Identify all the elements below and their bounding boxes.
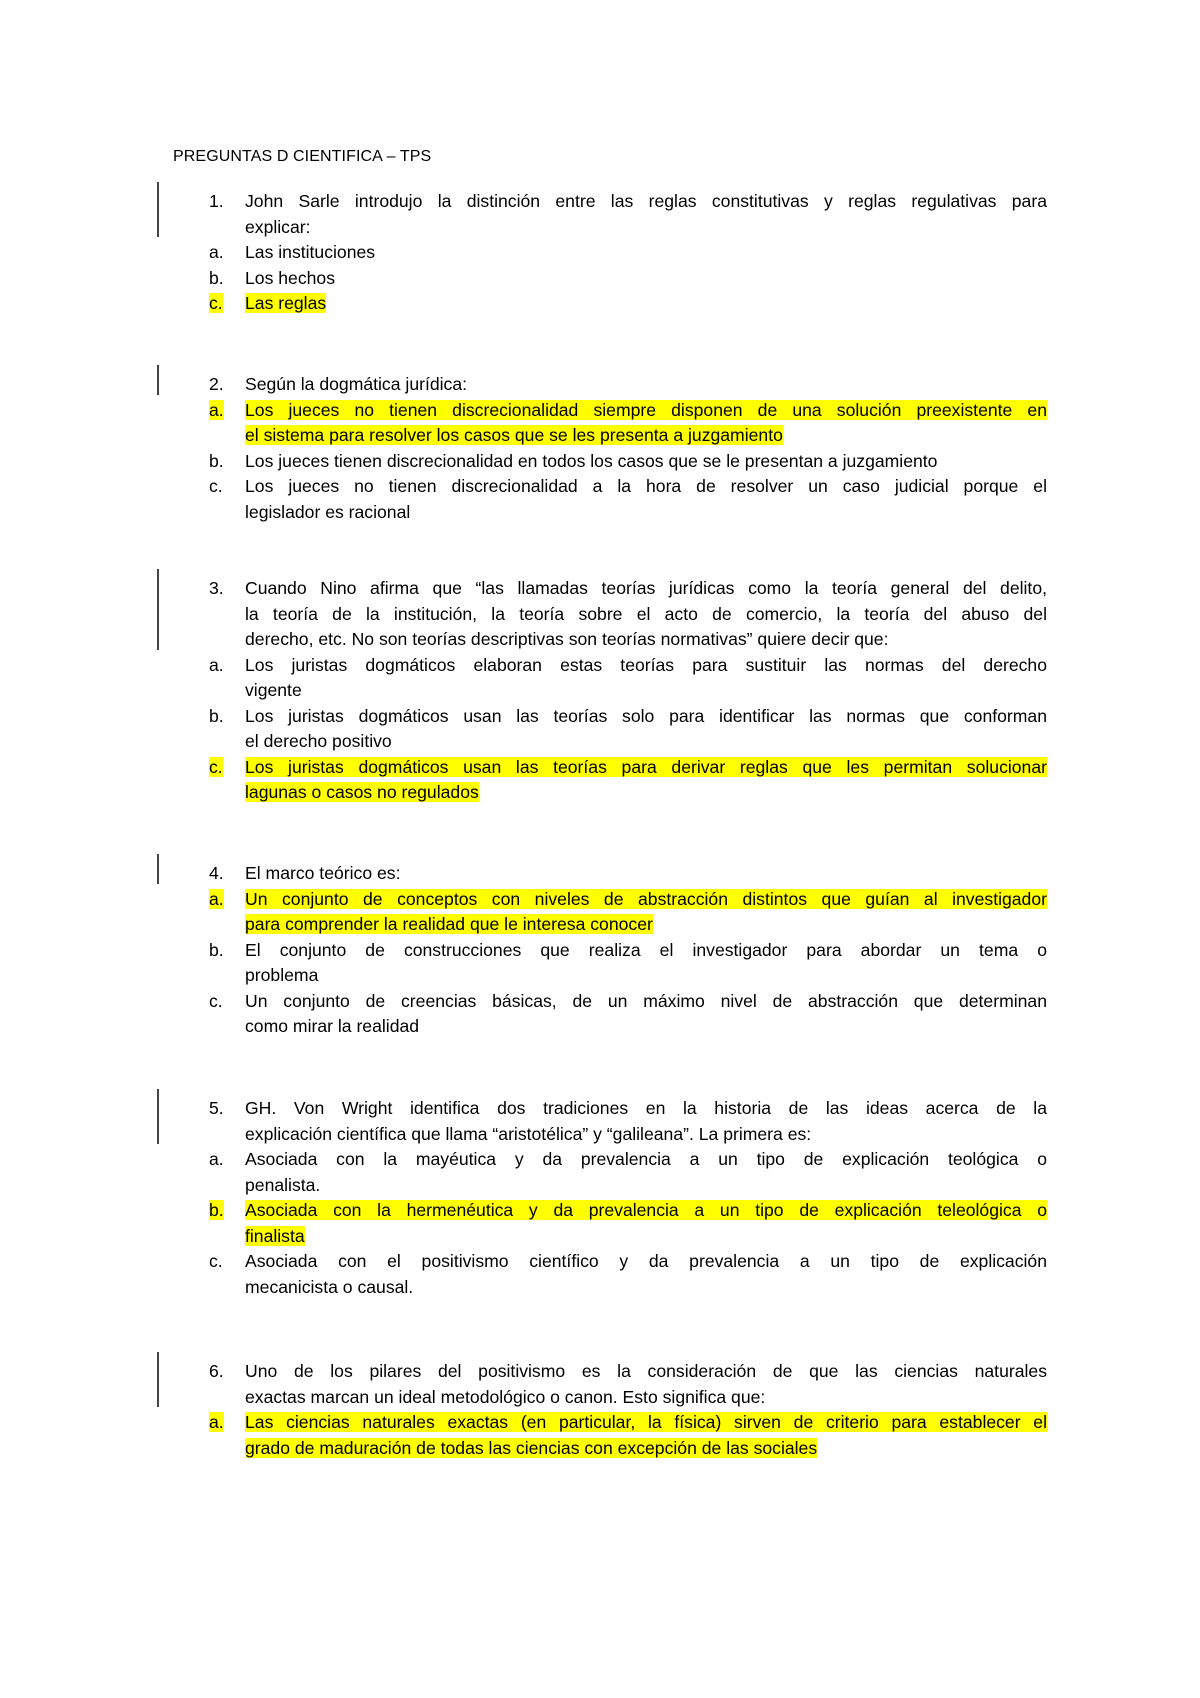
option-letter [209,476,223,496]
option-text: el derecho positivo [245,731,392,751]
option-letter-text: c. [209,476,223,496]
highlighted-answer-line [245,757,1047,777]
question-stem-line: GH. Von Wright identifica dos tradiciones en la historia de las ideas acerca de la [245,1098,1047,1118]
question-number: 5. [209,1098,224,1118]
option-line [245,1016,1047,1036]
revision-change-bar [157,1352,159,1407]
option-letter [209,1412,224,1432]
question-stem-line: John Sarle introdujo la distinción entre las reglas constitutivas y reglas regulativas para [245,191,1047,211]
revision-change-bar [157,365,159,395]
option-letter [209,889,224,909]
option-line [245,1175,1047,1195]
option-letter [209,1251,223,1271]
question-number: 2. [209,374,224,394]
document-title: PREGUNTAS D CIENTIFICA – TPS [173,148,432,165]
option-line [245,965,1047,985]
option-line [245,502,1047,522]
option-text: Los jueces no tienen discrecionalidad a la hora de resolver un caso judicial porque el [245,476,1047,496]
option-letter-text: c. [209,990,223,1011]
option-text: mecanicista o causal. [245,1276,414,1297]
option-letter-text: b. [209,1200,224,1220]
option-line [245,680,1047,700]
option-text: Los juristas dogmáticos usan las teorías solo para identificar las normas que conforman [245,705,1047,726]
highlighted-answer-line [245,1412,1047,1432]
option-text: Un conjunto de creencias básicas, de un máximo nivel de abstracción que determinan [245,990,1047,1011]
question-number: 6. [209,1361,224,1381]
option-line [245,1277,1047,1297]
question-stem-line: Cuando Nino afirma que “las llamadas teorías jurídicas como la teoría general del delito, [245,578,1047,598]
question-stem-line: Según la dogmática jurídica: [245,374,468,394]
option-letter-text: a. [209,1149,224,1169]
question-number: 3. [209,578,224,598]
option-letter [209,268,224,288]
option-text: El conjunto de construcciones que realiza el investigador para abordar un tema o [245,939,1047,960]
option-line [245,731,1047,751]
revision-change-bar [157,1089,159,1144]
option-line [245,655,1047,675]
option-letter-text: a. [209,1412,224,1432]
option-line [245,991,1047,1011]
option-letter [209,940,224,960]
revision-change-bar [157,569,159,650]
option-line [245,1149,1047,1169]
option-letter [209,1149,224,1169]
revision-change-bar [157,182,159,237]
question-number: 1. [209,191,224,211]
option-letter [209,655,224,675]
option-text: como mirar la realidad [245,1016,420,1036]
highlighted-answer-line [245,914,1047,934]
option-text: Las ciencias naturales exactas (en particular, la física) sirven de criterio para establecer el [245,1412,1047,1432]
option-text: para comprender la realidad que le interesa conocer [245,914,653,934]
highlighted-answer-line [245,1200,1047,1220]
question-stem-line: El marco teórico es: [245,863,401,883]
option-letter [209,400,224,420]
option-line [245,940,1047,960]
option-text: Los jueces tienen discrecionalidad en todos los casos que se le presentan a juzgamiento [245,450,938,471]
option-text: Las reglas [245,293,327,313]
option-letter-text: a. [209,888,224,909]
option-text: vigente [245,680,302,700]
question-number: 4. [209,863,224,883]
option-letter [209,757,223,777]
question-stem-line: explicar: [245,216,311,237]
option-letter [209,293,223,313]
highlighted-answer-line [245,1226,1047,1246]
question-stem-line: la teoría de la institución, la teoría sobre el acto de comercio, la teoría del abuso del [245,603,1047,624]
option-text: Asociada con la hermenéutica y da prevalencia a un tipo de explicación teleológica o [245,1200,1047,1220]
option-line [245,476,1047,496]
option-letter-text: c. [209,756,223,777]
option-letter [209,1200,224,1220]
option-text: Asociada con el positivismo científico y da prevalencia a un tipo de explicación [245,1251,1047,1271]
option-line [245,268,1047,288]
option-line [245,242,1047,262]
option-letter [209,706,224,726]
question-stem-line: Uno de los pilares del positivismo es la consideración de que las ciencias naturales [245,1361,1047,1381]
option-text: penalista. [245,1174,321,1195]
option-letter-text: c. [209,293,223,313]
option-letter-text: b. [209,450,224,471]
revision-change-bar [157,854,159,884]
option-text: Los hechos [245,267,335,288]
option-line [245,1251,1047,1271]
option-letter-text: b. [209,705,224,726]
option-text: Las instituciones [245,242,376,262]
question-stem-line: derecho, etc. No son teorías descriptivas son teorías normativas” quiere decir que: [245,629,889,649]
option-letter-text: a. [209,242,224,262]
option-text: el sistema para resolver los casos que se les presenta a juzgamiento [245,425,783,445]
highlighted-answer-line [245,425,1047,445]
option-text: grado de maduración de todas las ciencias con excepción de las sociales [245,1437,818,1458]
option-letter [209,991,223,1011]
option-letter-text: a. [209,654,224,675]
option-text: Asociada con la mayéutica y da prevalencia a un tipo de explicación teológica o [245,1149,1047,1169]
highlighted-answer-line [245,293,1047,313]
highlighted-answer-line [245,400,1047,420]
option-text: legislador es racional [245,501,411,522]
highlighted-answer-line [245,889,1047,909]
option-letter-text: b. [209,267,224,288]
option-line [245,706,1047,726]
highlighted-answer-line [245,782,1047,802]
option-line [245,451,1047,471]
question-stem-line: explicación científica que llama “aristotélica” y “galileana”. La primera es: [245,1123,812,1144]
option-letter [209,451,224,471]
option-letter-text: b. [209,939,224,960]
option-letter [209,242,224,262]
option-text: Los juristas dogmáticos elaboran estas teorías para sustituir las normas del derecho [245,654,1047,675]
option-text: problema [245,965,319,985]
option-letter-text: c. [209,1251,223,1271]
option-letter-text: a. [209,399,224,420]
option-text: lagunas o casos no regulados [245,782,479,802]
question-stem-line: exactas marcan un ideal metodológico o canon. Esto significa que: [245,1386,766,1407]
option-text: Un conjunto de conceptos con niveles de abstracción distintos que guían al investigador [245,888,1047,909]
option-text: Los jueces no tienen discrecionalidad siempre disponen de una solución preexistente en [245,399,1047,420]
highlighted-answer-line [245,1438,1047,1458]
option-text: Los juristas dogmáticos usan las teorías para derivar reglas que les permitan solucionar [245,756,1047,777]
option-text: finalista [245,1225,305,1246]
